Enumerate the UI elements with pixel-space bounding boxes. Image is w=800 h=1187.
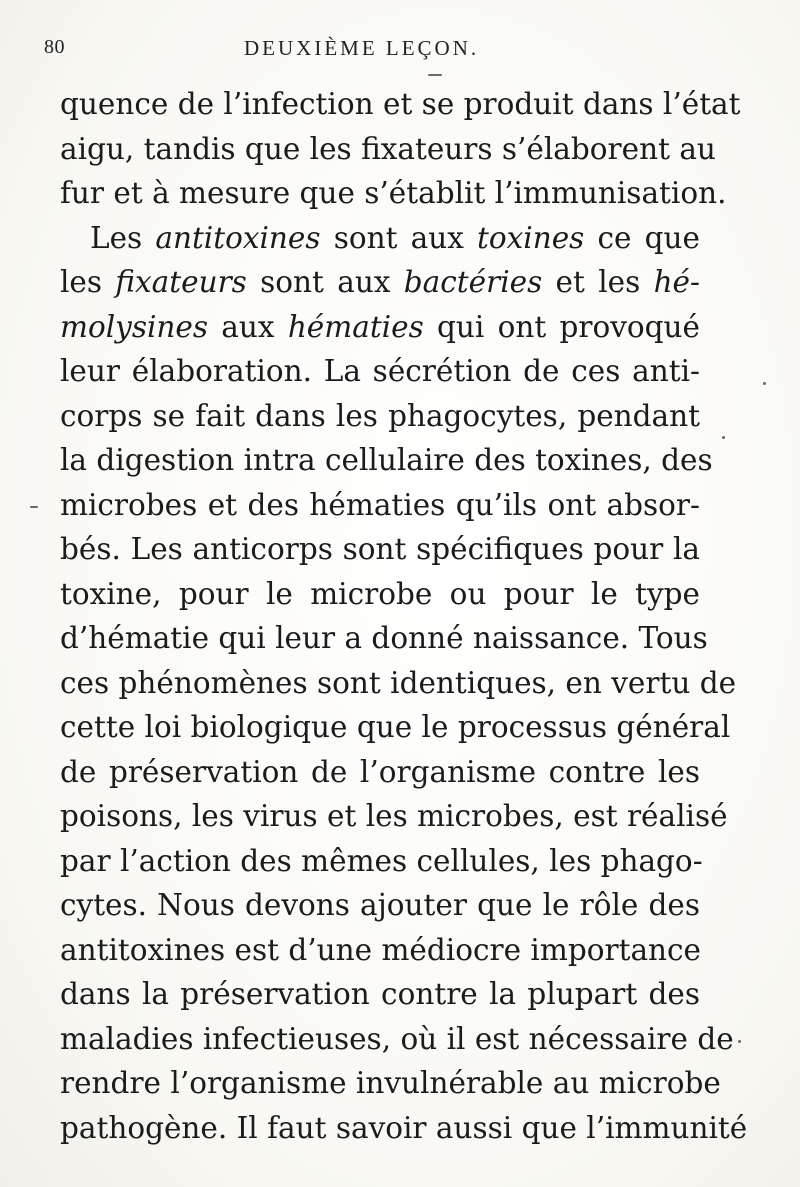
text-run: ce que <box>584 220 700 255</box>
text-line <box>60 305 700 350</box>
italic-term: toxines <box>477 220 585 255</box>
text-line: aigu, tandis que les fixateurs s’élaborent au <box>60 131 716 166</box>
text-line: ces phénomènes sont identiques, en vertu de <box>60 665 737 700</box>
italic-term: fixateurs <box>115 265 247 299</box>
text-line: cette loi biologique que le processus général <box>60 710 731 744</box>
text-run: qui ont provoqué <box>423 309 701 344</box>
text-line: fur et à mesure que s’établit l’immunisation. <box>60 176 727 210</box>
text-line: la digestion intra cellulaire des toxines, des <box>60 443 713 477</box>
scan-speck <box>30 506 38 508</box>
text-run: sont aux <box>246 265 404 299</box>
text-line: leur élaboration. La sécrétion de ces anti- <box>60 354 700 388</box>
scan-speck <box>763 382 766 385</box>
text-run: aux <box>208 309 288 344</box>
scan-speck <box>722 436 725 439</box>
text-run: les <box>60 265 116 299</box>
running-head: DEUXIÈME LEÇON. <box>244 36 480 60</box>
page-number: 80 <box>44 36 65 58</box>
text-line: maladies infectieuses, où il est nécessaire de <box>60 1021 734 1056</box>
italic-term: antitoxines <box>155 220 321 255</box>
text-line: de préservation de l’organisme contre les <box>60 754 700 789</box>
text-line: antitoxines est d’une médiocre importance <box>60 932 702 967</box>
text-line: cytes. Nous devons ajouter que le rôle des <box>60 888 700 922</box>
italic-term: bactéries <box>403 265 543 299</box>
text-line: dans la préservation contre la plupart des <box>60 977 700 1011</box>
text-run: et les <box>542 265 654 299</box>
page-header <box>44 36 750 66</box>
text-line: toxine, pour le microbe ou pour le type <box>60 576 700 611</box>
text-line: poisons, les virus et les microbes, est réalisé <box>60 799 728 833</box>
text-line: par l’action des mêmes cellules, les phago- <box>60 843 703 878</box>
text-run: Les <box>90 220 156 255</box>
italic-term: hé- <box>653 265 700 299</box>
text-line <box>60 216 700 261</box>
text-line <box>60 260 700 305</box>
scan-speck <box>428 74 442 76</box>
text-line: bés. Les anticorps sont spécifiques pour la <box>60 532 700 566</box>
text-line: quence de l’infection et se produit dans l’état <box>60 87 741 121</box>
italic-term: molysines <box>60 309 209 344</box>
body-text <box>60 82 748 1150</box>
text-line: corps se fait dans les phagocytes, pendant <box>60 398 700 433</box>
text-run: sont aux <box>320 220 478 255</box>
text-line: rendre l’organisme invulnérable au microbe <box>60 1066 721 1100</box>
text-line: d’hématie qui leur a donné naissance. Tous <box>60 621 708 655</box>
scan-speck <box>738 1040 741 1043</box>
text-line: microbes et des hématies qu’ils ont absor- <box>60 487 700 522</box>
italic-term: hématies <box>287 309 424 344</box>
text-line: pathogène. Il faut savoir aussi que l’immunité <box>60 1110 748 1145</box>
